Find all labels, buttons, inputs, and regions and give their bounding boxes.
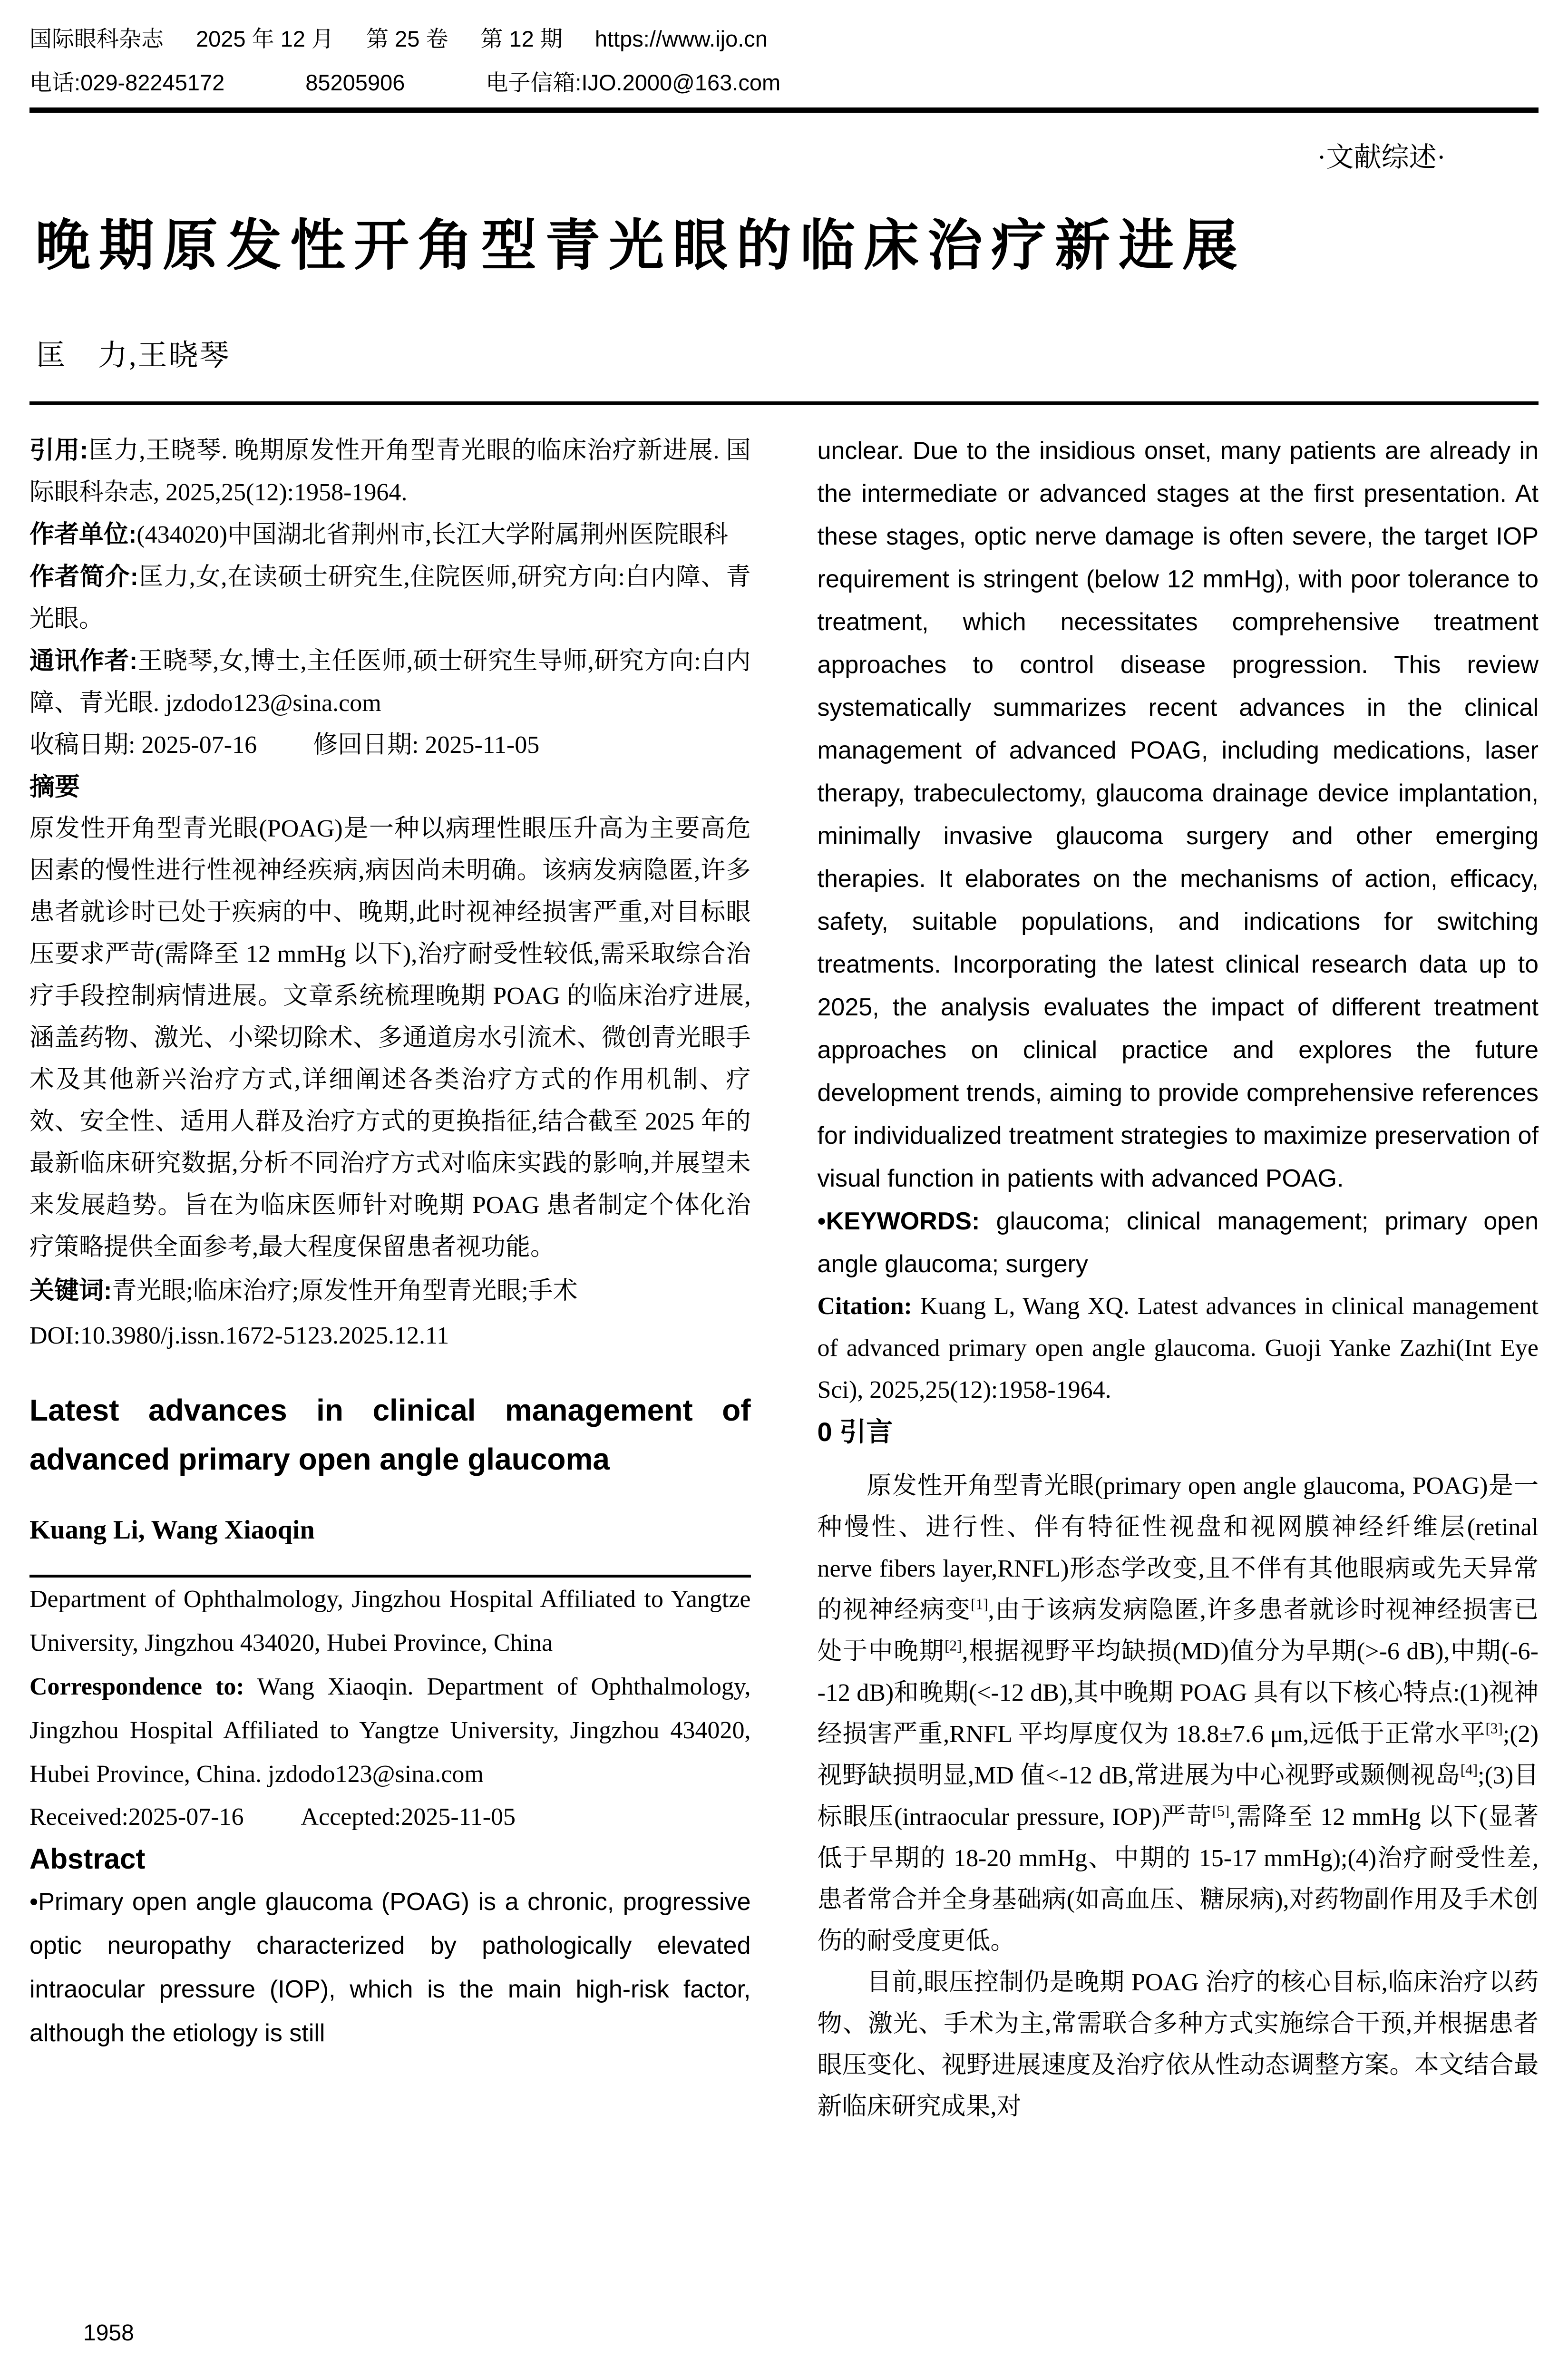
- keywords-en: [818, 1200, 1539, 1286]
- paragraph-text: ,根据视野平均缺损(MD)值分为早期(>-6 dB),中期(-6--12 dB)和晚期(<-12 dB),其中晚期 POAG 具有以下核心特点:(1)视神经损害严重,RNFL 平均厚度仅为 18.8±7.6 μm,远低于正常水平: [817, 1637, 1539, 1748]
- paragraph-text: ;(3)目标眼压(intraocular pressure, IOP)严苛: [817, 1762, 1539, 1831]
- citation-en-text: Kuang L, Wang XQ. Latest advances in clinical management of advanced primary open angle glaucoma. Guoji Yanke Zazhi(Int Eye Sci), 2025,25(12):1958-1964.: [817, 1292, 1539, 1403]
- received-label-en: Received:: [29, 1803, 128, 1831]
- page-header-line1: [29, 17, 1539, 61]
- intro-paragraph-1: [818, 1465, 1539, 1962]
- revised-label-cn: 修回日期:: [313, 731, 419, 759]
- email-address: IJO.2000@163.com: [581, 70, 781, 95]
- revised-value-cn: 2025-11-05: [425, 731, 540, 759]
- abstract-en-heading: Abstract: [29, 1842, 146, 1875]
- doi-line: DOI:10.3980/j.issn.1672-5123.2025.12.11: [29, 1322, 449, 1349]
- reference-superscript: [4]: [1460, 1761, 1478, 1778]
- article-title-cn: 晚期原发性开角型青光眼的临床治疗新进展: [35, 214, 1246, 276]
- journal-name: 国际眼科杂志: [29, 26, 164, 51]
- citation-cn-label: 引用:: [29, 436, 88, 464]
- affiliation-en: Department of Ophthalmology, Jingzhou Hospital Affiliated to Yangtze University, Jingzhou 434020, Hubei Province, China: [29, 1585, 751, 1656]
- received-value-en: 2025-07-16: [128, 1803, 244, 1831]
- author-bio-label: 作者简介:: [29, 563, 138, 591]
- bullet-icon: •: [817, 1207, 826, 1235]
- page-header-line2: [29, 61, 1539, 105]
- reference-superscript: [3]: [1485, 1720, 1503, 1737]
- manuscript-dates-en: [29, 1796, 751, 1838]
- manuscript-dates-cn: [29, 724, 751, 766]
- citation-en-label: Citation:: [817, 1292, 912, 1320]
- journal-phone: [29, 70, 224, 95]
- author-bio: [29, 556, 751, 640]
- abstract-en-start: [29, 1880, 751, 2055]
- received-date-cn: [29, 731, 257, 759]
- author-bio-text: 匡力,女,在读硕士研究生,住院医师,研究方向:白内障、青光眼。: [29, 563, 751, 633]
- abstract-en-start-text: Primary open angle glaucoma (POAG) is a chronic, progressive optic neuropathy characterized by pathologically elevated intraocular pressure (IOP), which is the main high-risk factor, although the etiology is still: [29, 1888, 751, 2047]
- reference-superscript: [1]: [971, 1596, 988, 1613]
- corresponding-author-label: 通讯作者:: [29, 647, 138, 675]
- right-column: [818, 429, 1539, 2127]
- page-number: 1958: [83, 2320, 134, 2346]
- paragraph-text: ,需降至 12 mmHg 以下(显著低于早期的 18-20 mmHg、中期的 15-17 mmHg);(4)治疗耐受性差,患者常合并全身基础病(如高血压、糖尿病),对药物副作用及手术创伤的耐受度更低。: [817, 1803, 1539, 1955]
- correspondence-en-label: Correspondence to:: [29, 1673, 244, 1700]
- article-type-badge: ·文献综述·: [1317, 142, 1446, 173]
- citation-cn-text: 匡力,王晓琴. 晚期原发性开角型青光眼的临床治疗新进展. 国际眼科杂志, 2025,25(12):1958-1964.: [29, 437, 751, 506]
- reference-superscript: [2]: [945, 1637, 962, 1654]
- article-title-en: Latest advances in clinical management of advanced primary open angle glaucoma: [29, 1393, 751, 1476]
- received-date-en: [29, 1803, 244, 1831]
- received-label-cn: 收稿日期:: [29, 731, 136, 759]
- paragraph-text: ;(2)视野缺损明显,MD 值<-12 dB,常进展为中心视野或颞侧视岛: [817, 1720, 1539, 1789]
- intro-heading: 0 引言: [817, 1416, 893, 1447]
- journal-website: https://www.ijo.cn: [594, 26, 768, 51]
- accepted-date-en: [301, 1803, 516, 1831]
- affiliation-cn-label: 作者单位:: [29, 520, 137, 548]
- authors-cn: 匡 力,王晓琴: [36, 339, 231, 372]
- title-rule: [29, 401, 1539, 405]
- abstract-cn-heading: 摘要: [29, 772, 80, 801]
- received-value-cn: 2025-07-16: [141, 731, 257, 759]
- journal-volume: 第 25 卷: [366, 26, 448, 51]
- reference-superscript: [5]: [1212, 1802, 1230, 1820]
- accepted-label-en: Accepted:: [301, 1803, 401, 1831]
- left-column: [29, 429, 751, 2127]
- article-body: [29, 429, 1539, 2127]
- paragraph-text: ,由于该病发病隐匿,许多患者就诊时视神经损害已处于中晚期: [817, 1596, 1539, 1665]
- correspondence-en-text: Wang Xiaoqin. Department of Ophthalmology, Jingzhou Hospital Affiliated to Yangtze University, Jingzhou 434020, Hubei Province, China. jzdodo123@sina.com: [29, 1673, 751, 1788]
- phone-number-2: 85205906: [305, 70, 405, 95]
- keywords-en-text: glaucoma; clinical management; primary open angle glaucoma; surgery: [817, 1207, 1539, 1278]
- keywords-cn-text: 青光眼;临床治疗;原发性开角型青光眼;手术: [112, 1277, 578, 1305]
- accepted-value-en: 2025-11-05: [401, 1803, 516, 1831]
- email-label: 电子信箱:: [486, 70, 582, 95]
- phone-label: 电话:: [29, 70, 81, 95]
- keywords-cn-label: 关键词:: [29, 1276, 112, 1305]
- keywords-cn: [29, 1268, 751, 1314]
- authors-en: Kuang Li, Wang Xiaoqin: [29, 1515, 315, 1545]
- affiliation-cn: [29, 514, 751, 556]
- revised-date-cn: [313, 731, 539, 759]
- abstract-cn-body: 原发性开角型青光眼(POAG)是一种以病理性眼压升高为主要高危因素的慢性进行性视神经疾病,病因尚未明确。该病发病隐匿,许多患者就诊时已处于疾病的中、晚期,此时视神经损害严重,对目标眼压要求严苛(需降至 12 mmHg 以下),治疗耐受性较低,需采取综合治疗手段控制病情进展。文章系统梳理晚期 POAG 的临床治疗进展,涵盖药物、激光、小梁切除术、多通道房水引流术、微创青光眼手术及其他新兴治疗方式,详细阐述各类治疗方式的作用机制、疗效、安全性、适用人群及治疗方式的更换指征,结合截至 2025 年的最新临床研究数据,分析不同治疗方式对临床实践的影响,并展望未来发展趋势。旨在为临床医师针对晚期 POAG 患者制定个体化治疗策略提供全面参考,最大程度保留患者视功能。: [29, 815, 751, 1261]
- bullet-icon: •: [29, 1888, 39, 1916]
- journal-issue: 第 12 期: [480, 26, 563, 51]
- corresponding-author: [29, 640, 751, 724]
- corresponding-author-text: 王晓琴,女,博士,主任医师,硕士研究生导师,研究方向:白内障、青光眼. jzdodo123@sina.com: [29, 647, 751, 717]
- citation-en: [818, 1286, 1539, 1411]
- affiliation-cn-text: (434020)中国湖北省荆州市,长江大学附属荆州医院眼科: [136, 521, 728, 548]
- keywords-en-label: KEYWORDS:: [826, 1207, 980, 1235]
- intro-paragraph-2: 目前,眼压控制仍是晚期 POAG 治疗的核心目标,临床治疗以药物、激光、手术为主,常需联合多种方式实施综合干预,并根据患者眼压变化、视野进展速度及治疗依从性动态调整方案。本文结合最新临床研究成果,对: [817, 1968, 1539, 2120]
- header-rule: [29, 107, 1539, 113]
- correspondence-en: [29, 1665, 751, 1796]
- abstract-en-continuation: unclear. Due to the insidious onset, many patients are already in the intermediate or advanced stages at the first presentation. At these stages, optic nerve damage is often severe, the target IOP requirement is stringent (below 12 mmHg), with poor tolerance to treatment, which necessitates comprehensive treatment approaches to control disease progression. This review systematically summarizes recent advances in the clinical management of advanced POAG, including medications, laser therapy, trabeculectomy, glaucoma drainage device implantation, minimally invasive glaucoma surgery and other emerging therapies. It elaborates on the mechanisms of action, efficacy, safety, suitable populations, and indications for switching treatments. Incorporating the latest clinical research data up to 2025, the analysis evaluates the impact of different treatment approaches on clinical practice and explores the future development trends, aiming to provide comprehensive references for individualized treatment strategies to maximize preservation of visual function in patients with advanced POAG.: [817, 437, 1539, 1192]
- citation-cn: [29, 429, 751, 514]
- journal-date: 2025 年 12 月: [196, 26, 334, 51]
- journal-email: [486, 70, 780, 95]
- phone-number-1: 029-82245172: [80, 70, 225, 95]
- paragraph-text: 原发性开角型青光眼(primary open angle glaucoma, POAG)是一种慢性、进行性、伴有特征性视盘和视网膜神经纤维层(retinal nerve fibers layer,RNFL)形态学改变,且不伴有其他眼病或先天异常的视神经病变: [817, 1472, 1539, 1624]
